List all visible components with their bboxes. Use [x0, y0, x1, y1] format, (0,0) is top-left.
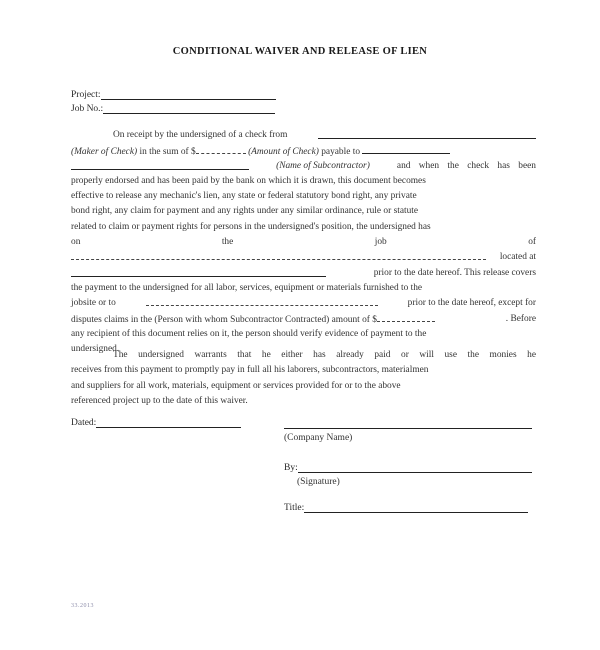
p1-text: . Before [505, 313, 536, 324]
p1-text: prior to the date hereof, except for [407, 298, 536, 309]
payable-to-line[interactable] [362, 143, 450, 154]
p1-line-3 [71, 159, 536, 174]
company-name-label: (Company Name) [284, 433, 353, 443]
title-label: Title: [284, 503, 305, 513]
disputed-amount-blank[interactable] [377, 312, 435, 322]
document-title: CONDITIONAL WAIVER AND RELEASE OF LIEN [172, 46, 428, 57]
p1-line-6: bond right, any claim for payment and any rights under any similar ordinance, rule or statute [71, 206, 419, 217]
p1-word: the [221, 237, 234, 248]
job-no-label: Job No.: [71, 104, 104, 114]
subcontractor-label: (Name of Subcontractor) [276, 160, 370, 171]
p1-line-9 [71, 250, 536, 265]
p1-word: of [528, 237, 536, 248]
company-name-line[interactable] [284, 418, 532, 429]
project-label: Project: [71, 90, 101, 100]
p1-text: prior to the date hereof. This release covers [373, 267, 536, 278]
p2-line-4: referenced project up to the date of this waiver. [71, 395, 248, 406]
p1-line-4: properly endorsed and has been paid by the bank on which it is drawn, this document becomes [71, 175, 426, 186]
by-label: By: [284, 463, 298, 473]
p1-line-2 [71, 143, 536, 158]
p1-line-5: effective to release any mechanic's lien, any state or federal statutory bond right, any private [71, 191, 417, 202]
check-maker-line[interactable] [318, 128, 536, 139]
project-input-line[interactable] [101, 89, 276, 100]
signature-line[interactable] [298, 462, 532, 473]
p1-line-13 [71, 312, 536, 327]
p1-line-1 [71, 128, 536, 143]
p1-line-14: any recipient of this document relies on it, the person should verify evidence of payment to the [71, 328, 427, 339]
jobsite-recipient-blank[interactable] [146, 296, 378, 306]
p1-line-12 [71, 296, 536, 311]
disputed-claims-label: disputes claims in the (Person with whom Subcontractor Contracted) amount of $ [71, 314, 377, 325]
p2-line-2: receives from this payment to promptly pay in full all his laborers, subcontractors, materialmen [71, 365, 429, 376]
subcontractor-name-line[interactable] [71, 159, 249, 170]
located-at-label: located at [499, 252, 536, 263]
title-input-line[interactable] [304, 502, 528, 513]
check-amount-blank[interactable] [196, 144, 246, 154]
dated-input-line[interactable] [96, 417, 241, 428]
payable-to-label: payable to [321, 147, 361, 158]
job-name-blank[interactable] [71, 250, 486, 260]
jobsite-label: jobsite or to [71, 298, 116, 309]
p1-line-15: undersigned. [71, 344, 120, 355]
p2-line-3: and suppliers for all work, materials, equipment or services provided for or to the above [71, 380, 401, 391]
signature-label: (Signature) [297, 477, 340, 487]
sum-label: in the sum of $ [139, 147, 196, 158]
p2-line-1 [71, 348, 536, 363]
release-paragraph [71, 128, 536, 357]
title-field-row [284, 502, 528, 513]
p1-line-8 [71, 235, 536, 250]
job-no-field-row [71, 103, 275, 114]
amount-of-check-label: (Amount of Check) [248, 147, 319, 158]
p1-word: on [71, 237, 81, 248]
p1-word: job [374, 237, 387, 248]
dated-label: Dated: [71, 418, 97, 428]
footer-code: 33.2013 [71, 603, 94, 609]
p1-line-11: the payment to the undersigned for all labor, services, equipment or materials furnished to the [71, 282, 423, 293]
p1-text: On receipt by the undersigned of a check from [113, 130, 288, 140]
p1-line-7: related to claim or payment rights for persons in the undersigned's position, the undersigned has [71, 221, 431, 232]
maker-of-check-label: (Maker of Check) [71, 147, 138, 158]
warranty-paragraph [71, 348, 536, 409]
job-location-line[interactable] [71, 266, 326, 277]
dated-field-row [71, 417, 241, 428]
p2-text: The undersigned warrants that he either has already paid or will use the monies he [113, 350, 536, 360]
project-field-row [71, 89, 276, 100]
p1-line-10 [71, 266, 536, 281]
job-no-input-line[interactable] [103, 103, 275, 114]
by-field-row [284, 462, 532, 473]
p1-text: and when the check has been [396, 160, 536, 171]
